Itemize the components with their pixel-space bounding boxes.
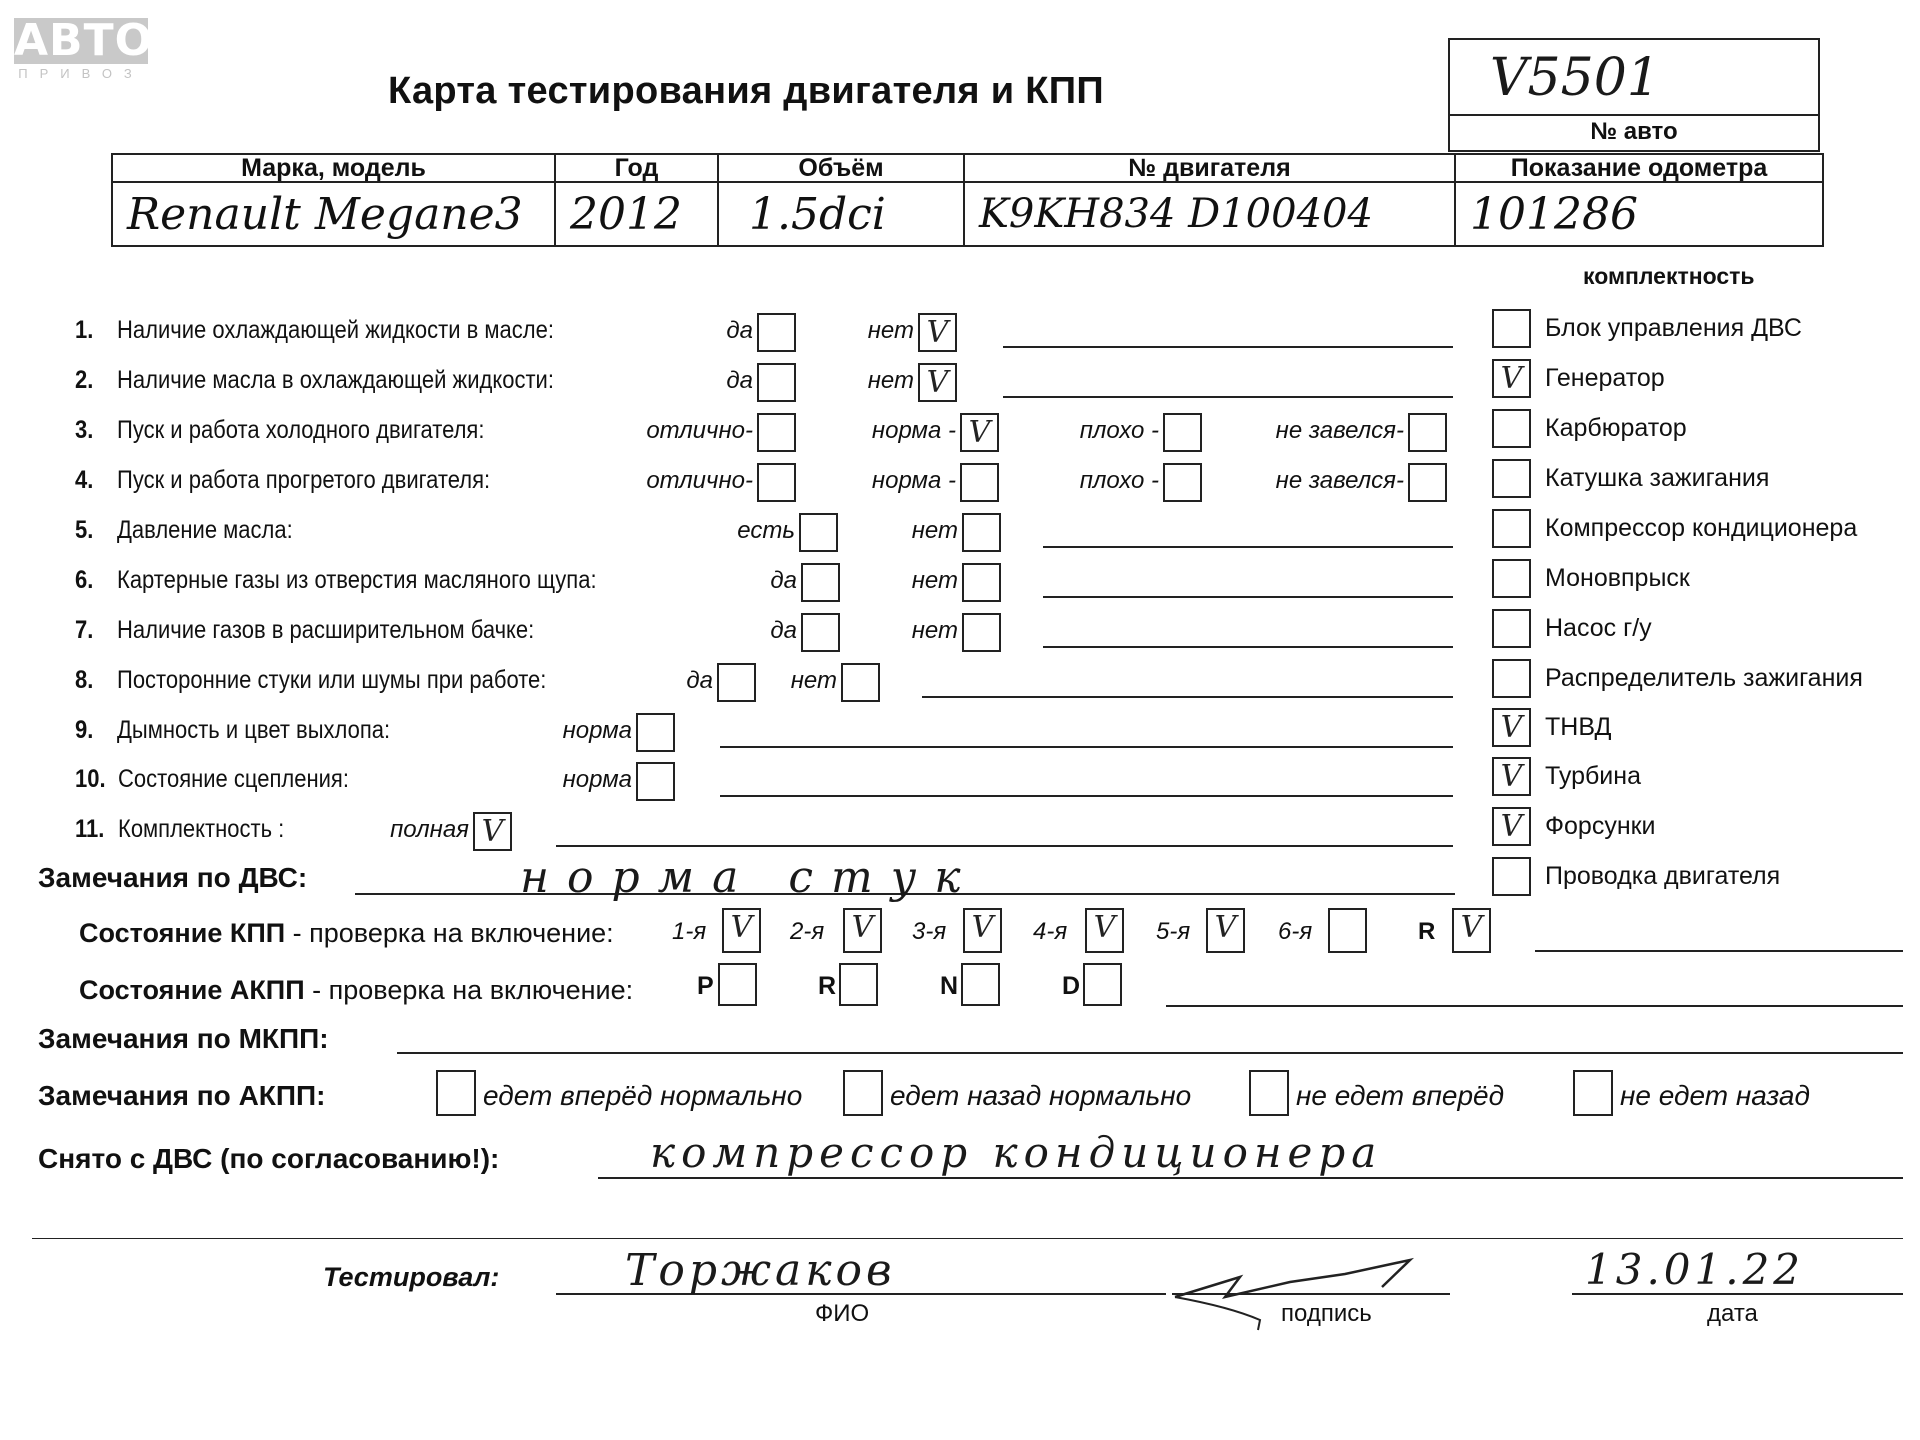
condition-5-option-label: есть xyxy=(737,517,795,544)
column-header-model: Марка, модель xyxy=(112,154,555,182)
condition-6-number: 6. xyxy=(75,566,94,594)
completeness-item-label: Распределитель зажигания xyxy=(1545,664,1863,692)
condition-10-label: Состояние сцепления: xyxy=(118,765,349,793)
condition-2-checkbox[interactable] xyxy=(757,363,796,402)
completeness-checkbox[interactable]: V xyxy=(1492,708,1531,747)
kpp-gear-checkbox[interactable]: V xyxy=(1085,908,1124,953)
condition-6-option-label: да xyxy=(770,567,797,594)
condition-9-checkbox[interactable] xyxy=(636,713,675,752)
akpp-mode-label: R xyxy=(818,972,837,1000)
akpp-label-bold: Состояние АКПП xyxy=(79,975,305,1005)
removed-line xyxy=(598,1177,1903,1179)
condition-3-option-label: норма - xyxy=(871,417,956,444)
condition-10-notes-line xyxy=(720,795,1453,797)
condition-7-checkbox[interactable] xyxy=(962,613,1001,652)
kpp-gear-label: R xyxy=(1418,918,1436,945)
condition-3-checkbox[interactable] xyxy=(1408,413,1447,452)
akpp-mode-label: P xyxy=(697,972,714,1000)
condition-2-option-label: да xyxy=(726,367,753,394)
completeness-checkbox[interactable] xyxy=(1492,309,1531,348)
year-value[interactable]: 2012 xyxy=(555,182,718,246)
akpp-mode-checkbox[interactable] xyxy=(961,963,1000,1006)
completeness-item-label: Генератор xyxy=(1545,364,1665,392)
condition-3-label: Пуск и работа холодного двигателя: xyxy=(117,416,485,444)
completeness-item-label: ТНВД xyxy=(1545,713,1612,741)
condition-6-checkbox[interactable] xyxy=(962,563,1001,602)
completeness-item-label: Проводка двигателя xyxy=(1545,862,1781,890)
kpp-gear-checkbox[interactable]: V xyxy=(843,908,882,953)
condition-3-option-label: плохо - xyxy=(1079,417,1159,444)
tester-name-value[interactable]: Торжаков xyxy=(625,1245,896,1296)
removed-value[interactable]: компрессор кондиционера xyxy=(650,1128,1383,1177)
kpp-label-rest: - проверка на включение: xyxy=(285,918,614,948)
kpp-line xyxy=(1535,950,1903,952)
akpp-remarks-label: Замечания по АКПП: xyxy=(38,1080,326,1111)
car-number-box xyxy=(1448,38,1820,152)
condition-3-checkbox[interactable] xyxy=(1163,413,1202,452)
condition-7-option-label: нет xyxy=(911,617,958,644)
kpp-gear-label: 2-я xyxy=(790,918,825,945)
kpp-gear-checkbox[interactable]: V xyxy=(1206,908,1245,953)
condition-1-checkbox[interactable] xyxy=(757,313,796,352)
akpp-option-forward-ok: едет вперёд нормально xyxy=(483,1080,803,1111)
vehicle-info-table xyxy=(111,153,1824,247)
condition-7-number: 7. xyxy=(75,616,94,644)
condition-3-option-label: отлично- xyxy=(646,417,753,444)
column-header-engine-no: № двигателя xyxy=(964,154,1455,182)
condition-8-option-label: да xyxy=(686,667,713,694)
kpp-gear-label: 3-я xyxy=(912,918,947,945)
condition-5-checkbox[interactable] xyxy=(962,513,1001,552)
tested-by-label: Тестировал: xyxy=(323,1262,500,1292)
akpp-mode-checkbox[interactable] xyxy=(1083,963,1122,1006)
separator-line xyxy=(32,1238,1903,1239)
akpp-mode-label: N xyxy=(940,972,959,1000)
condition-1-checkbox[interactable]: V xyxy=(918,313,957,352)
condition-1-option-label: да xyxy=(726,317,753,344)
akpp-option-no-forward-checkbox[interactable] xyxy=(1249,1070,1289,1116)
condition-11-option-label: полная xyxy=(390,816,469,843)
condition-5-option-label: нет xyxy=(911,517,958,544)
akpp-label xyxy=(79,975,633,1006)
kpp-gear-label: 5-я xyxy=(1156,918,1191,945)
kpp-gear-label: 6-я xyxy=(1278,918,1313,945)
completeness-title: комплектность xyxy=(1583,263,1755,289)
condition-2-option-label: нет xyxy=(867,367,914,394)
condition-4-checkbox[interactable] xyxy=(757,463,796,502)
akpp-option-back-ok-checkbox[interactable] xyxy=(843,1070,883,1116)
kpp-label xyxy=(79,918,614,949)
completeness-item-label: Моновпрыск xyxy=(1545,564,1690,592)
condition-8-number: 8. xyxy=(75,666,94,694)
completeness-item-label: Карбюратор xyxy=(1545,414,1687,442)
condition-4-number: 4. xyxy=(75,466,94,494)
condition-11-checkbox[interactable]: V xyxy=(473,812,512,851)
condition-3-number: 3. xyxy=(75,416,94,444)
removed-label: Снято с ДВС (по согласованию!): xyxy=(38,1143,500,1174)
engine-number-value[interactable]: K9KH834 D100404 xyxy=(964,182,1455,246)
condition-7-notes-line xyxy=(1043,646,1453,648)
condition-6-checkbox[interactable] xyxy=(801,563,840,602)
car-number-value[interactable]: V5501 xyxy=(1490,48,1660,108)
condition-9-notes-line xyxy=(720,746,1453,748)
akpp-mode-checkbox[interactable] xyxy=(718,963,757,1006)
kpp-gear-checkbox[interactable]: V xyxy=(963,908,1002,953)
volume-value[interactable]: 1.5dci xyxy=(718,182,964,246)
logo-subtitle: ПРИВОЗ xyxy=(18,66,144,81)
condition-5-label: Давление масла: xyxy=(117,516,293,544)
kpp-gear-label: 1-я xyxy=(672,918,707,945)
condition-4-checkbox[interactable] xyxy=(1163,463,1202,502)
condition-3-checkbox[interactable] xyxy=(757,413,796,452)
condition-8-label: Посторонние стуки или шумы при работе: xyxy=(117,666,547,694)
condition-7-label: Наличие газов в расширительном бачке: xyxy=(117,616,535,644)
date-value[interactable]: 13.01.22 xyxy=(1585,1245,1805,1294)
condition-7-checkbox[interactable] xyxy=(801,613,840,652)
completeness-checkbox[interactable] xyxy=(1492,559,1531,598)
completeness-checkbox[interactable]: V xyxy=(1492,359,1531,398)
completeness-checkbox[interactable] xyxy=(1492,857,1531,896)
condition-2-checkbox[interactable]: V xyxy=(918,363,957,402)
condition-1-label: Наличие охлаждающей жидкости в масле: xyxy=(117,316,554,344)
column-header-year: Год xyxy=(555,154,718,182)
akpp-line xyxy=(1166,1005,1903,1007)
kpp-label-bold: Состояние КПП xyxy=(79,918,286,948)
condition-8-checkbox[interactable] xyxy=(717,663,756,702)
condition-5-notes-line xyxy=(1043,546,1453,548)
condition-11-label: Комплектность : xyxy=(118,815,285,843)
condition-11-notes-line xyxy=(556,845,1453,847)
kpp-gear-label: 4-я xyxy=(1033,918,1068,945)
condition-5-number: 5. xyxy=(75,516,94,544)
completeness-item-label: Форсунки xyxy=(1545,812,1656,840)
fio-label: ФИО xyxy=(815,1300,870,1327)
condition-2-label: Наличие масла в охлаждающей жидкости: xyxy=(117,366,554,394)
mkpp-remarks-line xyxy=(397,1052,1903,1054)
engine-remarks-label: Замечания по ДВС: xyxy=(38,862,308,893)
akpp-option-no-forward: не едет вперёд xyxy=(1296,1080,1505,1111)
condition-10-checkbox[interactable] xyxy=(636,762,675,801)
condition-8-checkbox[interactable] xyxy=(841,663,880,702)
condition-10-option-label: норма xyxy=(562,766,632,793)
kpp-gear-checkbox[interactable] xyxy=(1328,908,1367,953)
condition-7-option-label: да xyxy=(770,617,797,644)
completeness-item-label: Турбина xyxy=(1545,762,1641,790)
condition-1-number: 1. xyxy=(75,316,94,344)
condition-6-option-label: нет xyxy=(911,567,958,594)
condition-6-label: Картерные газы из отверстия масляного щупа: xyxy=(117,566,597,594)
signature-label: подпись xyxy=(1281,1300,1372,1327)
completeness-checkbox[interactable] xyxy=(1492,409,1531,448)
completeness-checkbox[interactable]: V xyxy=(1492,757,1531,796)
akpp-option-forward-ok-checkbox[interactable] xyxy=(436,1070,476,1116)
condition-4-checkbox[interactable] xyxy=(960,463,999,502)
condition-1-notes-line xyxy=(1003,346,1453,348)
mkpp-remarks-label: Замечания по МКПП: xyxy=(38,1023,329,1054)
condition-3-option-label: не завелся- xyxy=(1275,417,1404,444)
condition-4-label: Пуск и работа прогретого двигателя: xyxy=(117,466,491,494)
completeness-checkbox[interactable] xyxy=(1492,459,1531,498)
condition-3-checkbox[interactable]: V xyxy=(960,413,999,452)
condition-5-checkbox[interactable] xyxy=(799,513,838,552)
condition-8-option-label: нет xyxy=(790,667,837,694)
akpp-mode-checkbox[interactable] xyxy=(839,963,878,1006)
completeness-checkbox[interactable] xyxy=(1492,609,1531,648)
condition-11-number: 11. xyxy=(75,815,105,843)
engine-remarks-value[interactable]: норма стук xyxy=(520,852,979,903)
column-header-volume: Объём xyxy=(718,154,964,182)
date-label: дата xyxy=(1707,1300,1758,1327)
akpp-option-no-back: не едет назад xyxy=(1620,1080,1810,1111)
avto-privoz-logo: АВТО xyxy=(14,15,154,66)
completeness-item-label: Компрессор кондиционера xyxy=(1545,514,1858,542)
condition-4-checkbox[interactable] xyxy=(1408,463,1447,502)
condition-6-notes-line xyxy=(1043,596,1453,598)
condition-10-number: 10. xyxy=(75,765,106,793)
completeness-checkbox[interactable] xyxy=(1492,659,1531,698)
car-number-label: № авто xyxy=(1590,118,1678,145)
kpp-gear-checkbox[interactable]: V xyxy=(722,908,761,953)
condition-2-notes-line xyxy=(1003,396,1453,398)
condition-4-option-label: отлично- xyxy=(646,467,753,494)
page-title: Карта тестирования двигателя и КПП xyxy=(388,70,1104,112)
condition-9-option-label: норма xyxy=(562,717,632,744)
akpp-mode-label: D xyxy=(1062,972,1081,1000)
akpp-option-no-back-checkbox[interactable] xyxy=(1573,1070,1613,1116)
completeness-item-label: Блок управления ДВС xyxy=(1545,314,1802,342)
condition-9-label: Дымность и цвет выхлопа: xyxy=(117,716,391,744)
model-value[interactable]: Renault Megane3 xyxy=(112,182,555,246)
condition-4-option-label: норма - xyxy=(871,467,956,494)
column-header-odometer: Показание одометра xyxy=(1455,154,1823,182)
condition-8-notes-line xyxy=(922,696,1453,698)
completeness-item-label: Насос г/у xyxy=(1545,614,1652,642)
condition-9-number: 9. xyxy=(75,716,94,744)
completeness-item-label: Катушка зажигания xyxy=(1545,464,1770,492)
condition-2-number: 2. xyxy=(75,366,94,394)
condition-4-option-label: плохо - xyxy=(1079,467,1159,494)
akpp-option-back-ok: едет назад нормально xyxy=(890,1080,1192,1111)
kpp-gear-checkbox[interactable]: V xyxy=(1452,908,1491,953)
condition-1-option-label: нет xyxy=(867,317,914,344)
odometer-value[interactable]: 101286 xyxy=(1455,182,1823,246)
car-number-divider xyxy=(1450,114,1818,116)
condition-4-option-label: не завелся- xyxy=(1275,467,1404,494)
completeness-checkbox[interactable] xyxy=(1492,509,1531,548)
completeness-checkbox[interactable]: V xyxy=(1492,807,1531,846)
akpp-label-rest: - проверка на включение: xyxy=(304,975,634,1005)
